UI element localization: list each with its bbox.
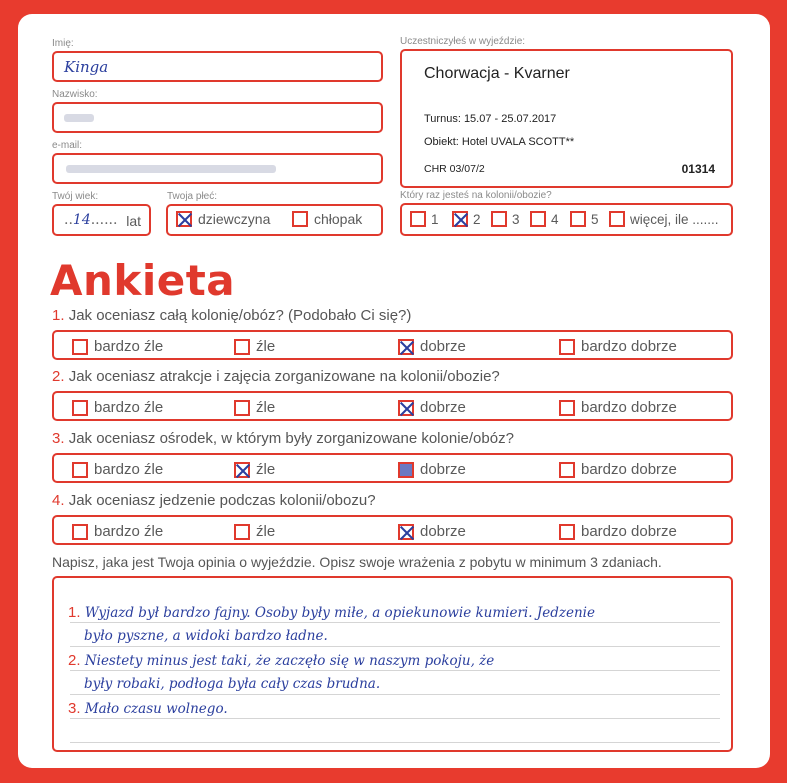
trip-turnus: Turnus: 15.07 - 25.07.2017	[424, 113, 557, 125]
opinion-line-5: 3. Mało czasu wolnego.	[68, 700, 228, 717]
opinion-line-1: 1. Wyjazd był bardzo fajny. Osoby były miłe, a opiekunowie kumieri. Jedzenie	[68, 604, 595, 621]
opinion-line-4: były robaki, podłoga była cały czas brudna.	[84, 676, 381, 692]
checkbox[interactable]	[234, 339, 250, 355]
age-unit: lat	[126, 213, 141, 229]
checkbox-checked[interactable]	[234, 462, 250, 478]
surname-label: Nazwisko:	[52, 89, 98, 100]
q1-zle[interactable]: źle	[234, 338, 275, 355]
checkbox[interactable]	[559, 462, 575, 478]
checkbox[interactable]	[559, 400, 575, 416]
checkbox-checked[interactable]	[398, 339, 414, 355]
ruled-line	[70, 742, 720, 743]
checkbox[interactable]	[292, 211, 308, 227]
q3-bardzo-zle[interactable]: bardzo źle	[72, 461, 163, 478]
q2-zle[interactable]: źle	[234, 399, 275, 416]
name-label: Imię:	[52, 38, 74, 49]
trip-obiekt: Obiekt: Hotel UVALA SCOTT**	[424, 136, 575, 148]
opinion-line-2: było pyszne, a widoki bardzo ładne.	[84, 628, 328, 644]
checkbox[interactable]	[491, 211, 507, 227]
which-time-2[interactable]: 2	[452, 211, 481, 227]
age-value: ..14......	[64, 212, 118, 228]
gender-label: Twoja płeć:	[167, 191, 218, 202]
name-field[interactable]	[52, 51, 383, 82]
question-1: 1. Jak oceniasz całą kolonię/obóz? (Podobało Ci się?)	[52, 307, 412, 324]
checkbox-checked[interactable]	[176, 211, 192, 227]
q4-dobrze[interactable]: dobrze	[398, 523, 466, 540]
gender-option-girl[interactable]: dziewczyna	[176, 211, 270, 227]
checkbox[interactable]	[234, 400, 250, 416]
trip-code: CHR 03/07/2	[424, 163, 485, 175]
question-3: 3. Jak oceniasz ośrodek, w którym były zorganizowane kolonie/obóz?	[52, 430, 514, 447]
q4-bardzo-dobrze[interactable]: bardzo dobrze	[559, 523, 677, 540]
email-label: e-mail:	[52, 140, 83, 151]
redacted-email	[66, 165, 276, 173]
question-4: 4. Jak oceniasz jedzenie podczas kolonii/obozu?	[52, 492, 376, 509]
gender-option-boy[interactable]: chłopak	[292, 211, 362, 227]
answer-row-1	[52, 330, 733, 360]
q2-bardzo-zle[interactable]: bardzo źle	[72, 399, 163, 416]
q1-bardzo-dobrze[interactable]: bardzo dobrze	[559, 338, 677, 355]
answer-row-4	[52, 515, 733, 545]
q2-bardzo-dobrze[interactable]: bardzo dobrze	[559, 399, 677, 416]
redacted-surname	[64, 114, 94, 122]
email-field[interactable]	[52, 153, 383, 184]
checkbox[interactable]	[410, 211, 426, 227]
q4-bardzo-zle[interactable]: bardzo źle	[72, 523, 163, 540]
ruled-line	[70, 646, 720, 647]
q3-bardzo-dobrze[interactable]: bardzo dobrze	[559, 461, 677, 478]
q2-dobrze[interactable]: dobrze	[398, 399, 466, 416]
checkbox-checked[interactable]	[398, 524, 414, 540]
survey-sheet	[18, 14, 770, 768]
q1-dobrze[interactable]: dobrze	[398, 338, 466, 355]
trip-info-box	[400, 49, 733, 188]
trip-destination: Chorwacja - Kvarner	[424, 65, 570, 82]
checkbox[interactable]	[530, 211, 546, 227]
gender-field	[166, 204, 383, 236]
participation-label: Uczestniczyłeś w wyjeździe:	[400, 36, 526, 47]
ruled-line	[70, 670, 720, 671]
age-field[interactable]	[52, 204, 151, 236]
which-time-3[interactable]: 3	[491, 211, 520, 227]
checkbox[interactable]	[72, 462, 88, 478]
which-time-5[interactable]: 5	[570, 211, 599, 227]
checkbox[interactable]	[559, 339, 575, 355]
checkbox[interactable]	[72, 524, 88, 540]
which-time-4[interactable]: 4	[530, 211, 559, 227]
trip-number: 01314	[681, 162, 715, 176]
checkbox-checked[interactable]	[398, 400, 414, 416]
answer-row-3	[52, 453, 733, 483]
checkbox[interactable]	[234, 524, 250, 540]
which-time-more[interactable]: więcej, ile .......	[609, 211, 719, 227]
ruled-line	[70, 694, 720, 695]
answer-row-2	[52, 391, 733, 421]
age-label: Twój wiek:	[52, 191, 99, 202]
opinion-prompt: Napisz, jaka jest Twoja opinia o wyjeździe. Opisz swoje wrażenia z pobytu w minimum 3 zdaniach.	[52, 554, 662, 570]
checkbox[interactable]	[72, 339, 88, 355]
checkbox[interactable]	[72, 400, 88, 416]
q4-zle[interactable]: źle	[234, 523, 275, 540]
q3-zle[interactable]: źle	[234, 461, 275, 478]
name-value: Kinga	[64, 58, 109, 76]
which-time-1[interactable]: 1	[410, 211, 439, 227]
which-time-field	[400, 203, 733, 236]
question-2: 2. Jak oceniasz atrakcje i zajęcia zorganizowane na kolonii/obozie?	[52, 368, 500, 385]
q1-bardzo-zle[interactable]: bardzo źle	[72, 338, 163, 355]
checkbox[interactable]	[570, 211, 586, 227]
checkbox-checked[interactable]	[452, 211, 468, 227]
checkbox[interactable]	[559, 524, 575, 540]
survey-title: Ankieta	[50, 256, 236, 305]
checkbox[interactable]	[609, 211, 625, 227]
q3-dobrze[interactable]: dobrze	[398, 461, 466, 478]
opinion-line-3: 2. Niestety minus jest taki, że zaczęło się w naszym pokoju, że	[68, 652, 495, 669]
which-time-label: Który raz jesteś na kolonii/obozie?	[400, 190, 552, 201]
surname-field[interactable]	[52, 102, 383, 133]
ruled-line	[70, 622, 720, 623]
ruled-line	[70, 718, 720, 719]
checkbox-scribbled[interactable]	[398, 462, 414, 478]
